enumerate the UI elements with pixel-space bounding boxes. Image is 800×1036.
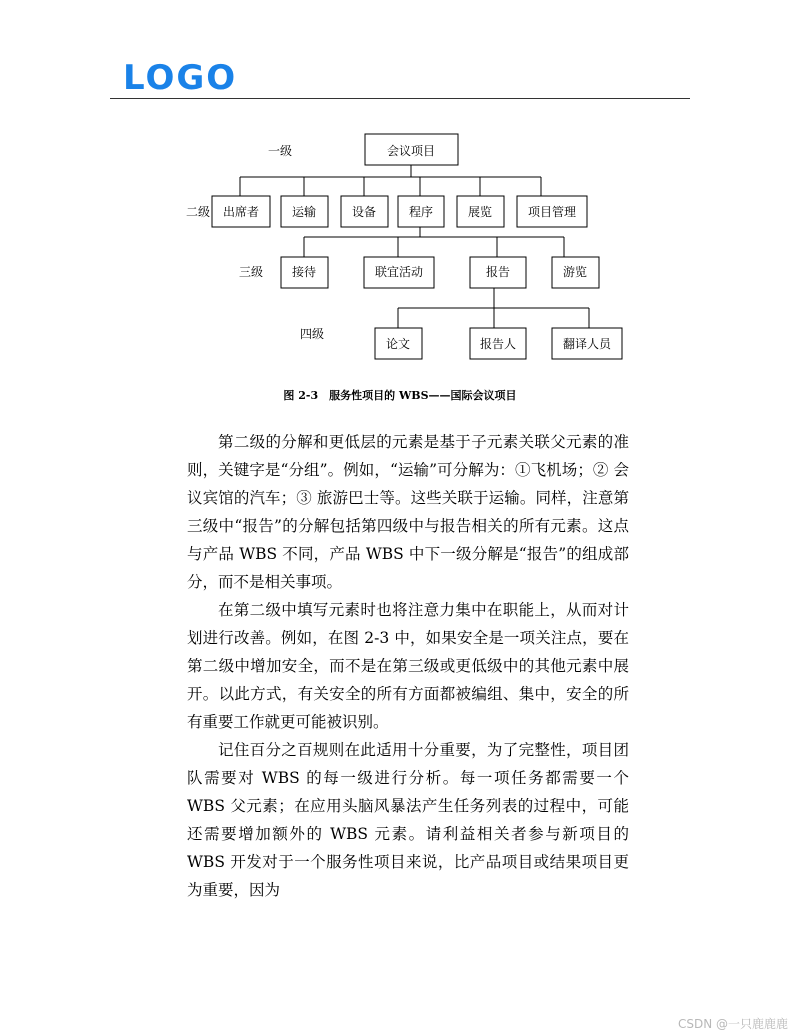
node-label: 设备	[351, 205, 377, 219]
logo: LOGO	[123, 58, 238, 98]
wbs-diagram	[0, 120, 800, 370]
node-level2-program	[398, 196, 444, 227]
level-label-3: 三级	[239, 265, 264, 279]
paragraph: 在第二级中填写元素时也将注意力集中在职能上，从而对计划进行改善。例如，在图 2-3 中，如果安全是一项关注点，要在第二级中增加安全，而不是在第三级或更低级中的其他元素中展开。以此方式，有关安全的所有方面都被编组、集中，安全的所有重要工作就更可能被识别。	[187, 601, 629, 731]
level-label-1: 一级	[268, 144, 293, 158]
body-text	[187, 428, 629, 904]
node-label: 项目管理	[527, 205, 577, 219]
node-level2-transport	[281, 196, 328, 227]
node-label: 出席者	[222, 205, 260, 219]
figure-caption: 图 2-3 服务性项目的 WBS——国际会议项目	[283, 389, 517, 402]
node-label: 联宜活动	[374, 265, 424, 279]
node-label: 展览	[467, 205, 493, 219]
paragraph: 记住百分之百规则在此适用十分重要，为了完整性，项目团队需要对 WBS 的每一级进行分析。每一项任务都需要一个 WBS 父元素；在应用头脑风暴法产生任务列表的过程中，可能还需要增加额外的 WBS 元素。请利益相关者参与新项目的 WBS 开发对于一个服务性项目来说，比产品项目或结果项目更为重要，因为	[187, 741, 629, 899]
node-label: 游览	[562, 265, 588, 279]
node-level2-equipment	[341, 196, 388, 227]
node-level4-papers	[375, 328, 422, 359]
node-level3-social-events	[364, 257, 434, 288]
node-root-label: 会议项目	[386, 144, 436, 158]
node-level2-attendees	[212, 196, 270, 227]
node-label: 接待	[291, 265, 317, 279]
node-level4-translators	[552, 328, 622, 359]
node-label: 翻译人员	[562, 337, 612, 351]
node-label: 报告人	[479, 337, 517, 351]
node-level3-reports	[470, 257, 526, 288]
header-divider	[110, 98, 690, 99]
level-label-2: 二级	[186, 205, 211, 219]
watermark: CSDN @一只鹿鹿鹿	[677, 1017, 788, 1031]
paragraph: 第二级的分解和更低层的元素是基于子元素关联父元素的准则，关键字是“分组”。例如，“运输”可分解为：①飞机场；② 会议宾馆的汽车；③ 旅游巴士等。这些关联于运输。同样，注意第三级中“报告”的分解包括第四级中与报告相关的所有元素。这点与产品 WBS 不同，产品 WBS 中下一级分解是“报告”的组成部分，而不是相关事项。	[187, 433, 629, 591]
node-level2-exhibition	[457, 196, 504, 227]
node-level2-project-management	[517, 196, 587, 227]
node-level4-speakers	[470, 328, 526, 359]
node-root	[365, 134, 458, 165]
node-level3-tour	[552, 257, 599, 288]
node-label: 程序	[408, 205, 434, 219]
node-label: 报告	[485, 265, 511, 279]
level-label-4: 四级	[300, 327, 325, 341]
node-level3-reception	[281, 257, 328, 288]
node-label: 论文	[385, 337, 411, 351]
node-label: 运输	[291, 205, 317, 219]
